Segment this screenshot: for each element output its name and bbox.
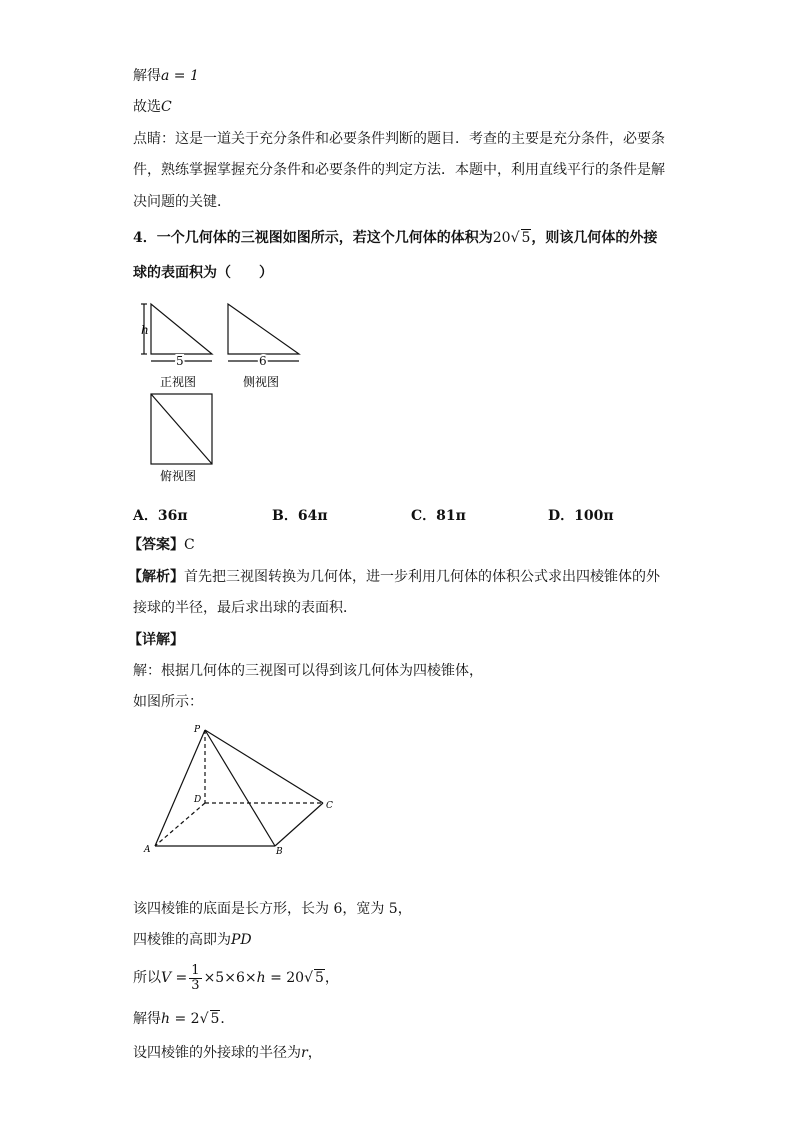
point-p-label: P: [194, 725, 201, 735]
detail-heading: 【详解】: [128, 632, 184, 648]
analysis-line-2: 接球的半径，最后求出球的表面积．: [133, 600, 357, 616]
detail-line-3: 该四棱锥的底面是长方形，长为 6，宽为 5，: [133, 901, 412, 917]
detail-line-1: 解：根据几何体的三视图可以得到该几何体为四棱锥体，: [133, 663, 483, 679]
question-4-line-1: 4．一个几何体的三视图如图所示，若这个几何体的体积为20√ 5，则该几何体的外接: [133, 230, 658, 246]
line-solve-a: 解得a = 1: [133, 68, 199, 84]
top-view-caption: 俯视图: [160, 469, 197, 483]
point-b-label: B: [276, 847, 283, 857]
detail-line-2: 如图所示：: [133, 694, 203, 710]
point-c-label: C: [326, 801, 333, 811]
remark-line-3: 决问题的关键．: [133, 194, 231, 210]
math-a-eq-1: a = 1: [161, 68, 199, 84]
remark-line-1: 点睛：这是一道关于充分条件和必要条件判断的题目．考查的主要是充分条件，必要条: [133, 131, 665, 147]
detail-line-6-solve-h: 解得h = 2√ 5．: [133, 1011, 235, 1027]
front-view: [141, 304, 212, 361]
detail-line-4: 四棱锥的高即为PD: [133, 932, 252, 948]
remark-line-2: 件，熟练掌握掌握充分条件和必要条件的判定方法．本题中，利用直线平行的条件是解: [133, 162, 665, 178]
analysis-line-1: 【解析】首先把三视图转换为几何体，进一步利用几何体的体积公式求出四棱锥体的外: [128, 569, 660, 585]
option-c: C．81π: [411, 508, 466, 524]
side-view-caption: 侧视图: [243, 375, 280, 389]
fraction-one-third: $\frac{1}{3}$: [191, 962, 200, 993]
front-h-label: h: [141, 323, 149, 337]
point-a-label: A: [144, 845, 151, 855]
point-d-label: D: [194, 795, 202, 805]
line-choose-c: 故选C: [133, 99, 172, 115]
answer-line: 【答案】C: [128, 537, 195, 553]
question-4-line-2: 球的表面积为（ ）: [133, 265, 273, 281]
option-a: A．36π: [133, 508, 188, 524]
detail-line-7-radius: 设四棱锥的外接球的半径为r，: [133, 1045, 322, 1061]
detail-line-5-volume: 所以V = $\frac{1}{3}$ ×5×6×h = 20√ 5，: [133, 962, 339, 993]
pyramid-figure: [140, 722, 340, 857]
front-width-label: 5: [176, 354, 184, 368]
top-view: [151, 394, 212, 464]
side-width-label: 6: [259, 354, 267, 368]
front-view-caption: 正视图: [160, 375, 197, 389]
three-view-figure: [136, 298, 316, 488]
side-view: [228, 304, 299, 361]
option-d: D．100π: [548, 508, 614, 524]
option-b: B．64π: [272, 508, 328, 524]
